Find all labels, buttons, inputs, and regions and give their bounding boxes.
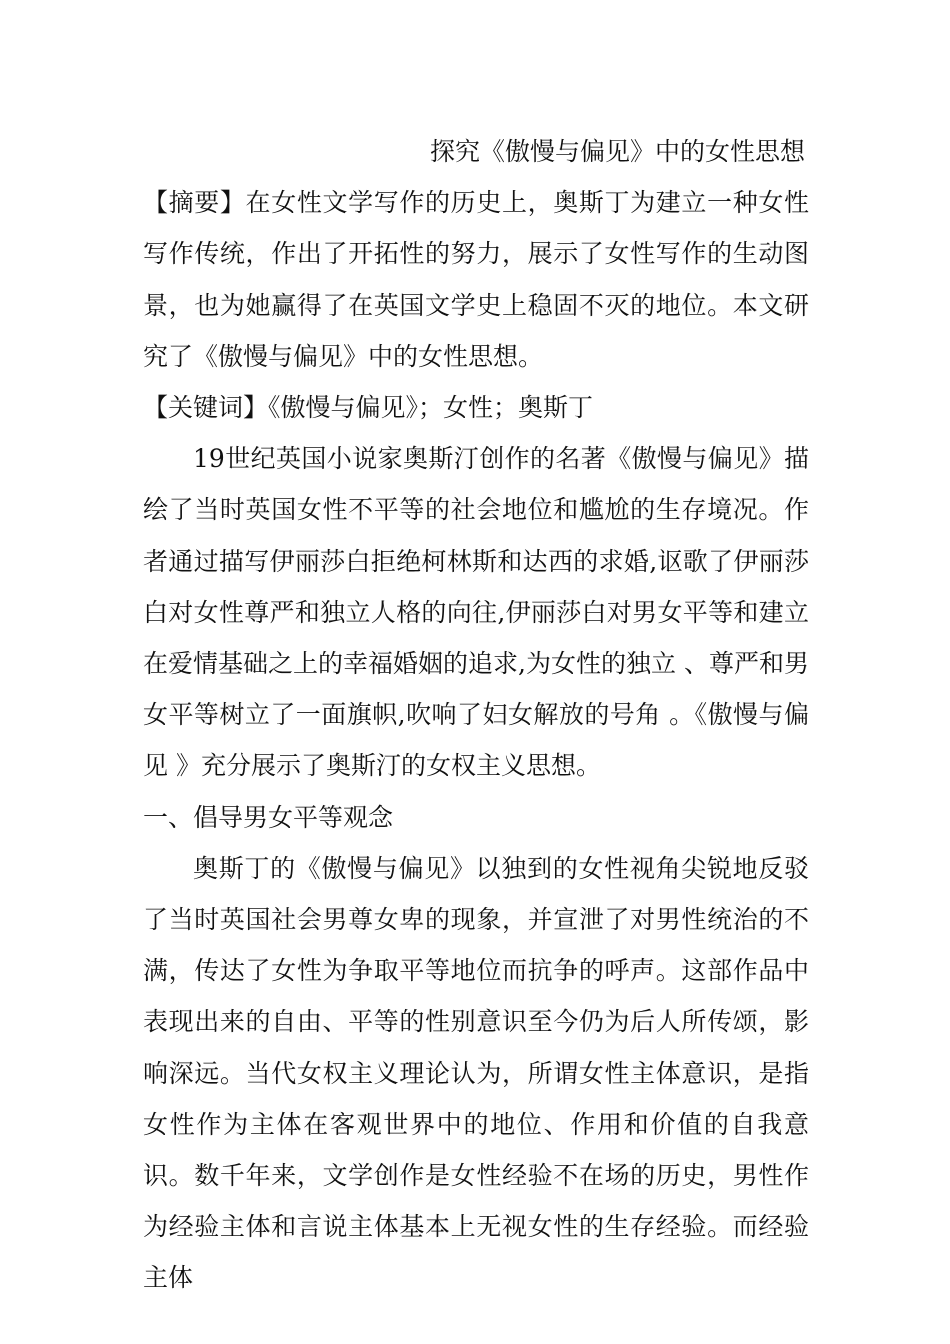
section-body-paragraph: 奥斯丁的《傲慢与偏见》以独到的女性视角尖锐地反驳了当时英国社会男尊女卑的现象，并宣泄了对男性统治的不满，传达了女性为争取平等地位而抗争的呼声。这部作品中表现出来的自由、平等的性别意识至今仍为后人所传颂，影响深远。当代女权主义理论认为，所谓女性主体意识，是指女性作为主体在客观世界中的地位、作用和价值的自我意识。数千年来，文学创作是女性经验不在场的历史，男性作为经验主体和言说主体基本上无视女性的生存经验。而经验主体 (143, 853, 809, 1293)
keywords-paragraph: 【关键词】《傲慢与偏见》；女性；奥斯丁 (143, 393, 594, 423)
document-page (143, 126, 809, 1304)
document-title: 探究《傲慢与偏见》中的女性思想 (429, 137, 805, 166)
intro-paragraph: 19世纪英国小说家奥斯汀创作的名著《傲慢与偏见》描绘了当时英国女性不平等的社会地位和尴尬的生存境况。作者通过描写伊丽莎白拒绝柯林斯和达西的求婚,讴歌了伊丽莎白对女性尊严和独立人格的向往,伊丽莎白对男女平等和建立在爱情基础之上的幸福婚姻的追求,为女性的独立 、尊严和男女平等树立了一面旗帜,吹响了妇女解放的号角 。《傲慢与偏见 》充分展示了奥斯汀的女权主义思想。 (143, 444, 809, 781)
abstract-paragraph: 【摘要】在女性文学写作的历史上，奥斯丁为建立一种女性写作传统，作出了开拓性的努力，展示了女性写作的生动图景，也为她赢得了在英国文学史上稳固不灭的地位。本文研究了《傲慢与偏见》中的女性思想。 (143, 188, 809, 371)
section-heading: 一、倡导男女平等观念 (143, 802, 394, 832)
